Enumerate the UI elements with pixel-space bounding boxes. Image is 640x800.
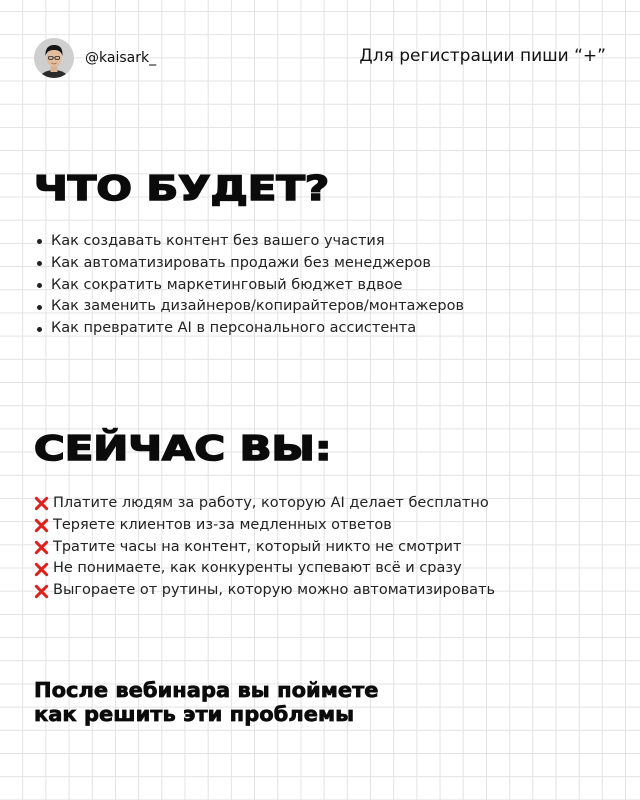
list-item <box>36 296 464 318</box>
closing-line-2: как решить эти проблемы <box>34 702 355 726</box>
closing-line-1: После вебинара вы поймете <box>34 678 379 702</box>
list-item-text: Как сократить маркетинговый бюджет вдвое <box>51 276 403 293</box>
bullet-icon <box>37 283 42 288</box>
list-item-text: Как автоматизировать продажи без менеджеров <box>51 254 431 271</box>
cross-mark-icon <box>34 562 49 577</box>
bullet-icon <box>37 327 42 332</box>
list-item-text: Теряете клиентов из-за медленных ответов <box>53 516 392 533</box>
list-item <box>34 515 495 537</box>
bullet-icon <box>37 239 42 244</box>
list-item-text: Выгораете от рутины, которую можно автоматизировать <box>53 582 496 599</box>
list-item-text: Как создавать контент без вашего участия <box>51 233 385 249</box>
list-item-text: Как превратите AI в персонального ассистента <box>51 320 417 337</box>
list-item <box>34 493 495 515</box>
avatar[interactable] <box>34 38 74 78</box>
list-item-text: Тратите часы на контент, который никто не смотрит <box>53 538 462 555</box>
cross-mark-icon <box>34 540 49 555</box>
registration-note: Для регистрации пиши “+” <box>359 46 606 66</box>
account-handle[interactable]: @kaisark_ <box>85 50 157 66</box>
list-item <box>36 318 464 340</box>
cross-mark-icon <box>34 518 49 533</box>
list-item <box>34 580 495 602</box>
benefits-list <box>36 231 464 340</box>
list-item-text: Не понимаете, как конкуренты успевают всё и сразу <box>53 560 462 577</box>
bullet-icon <box>37 261 42 266</box>
list-item-text: Платите людям за работу, которую AI делает бесплатно <box>53 495 489 511</box>
list-item <box>34 537 495 559</box>
section-title-what-will-be: ЧТО БУДЕТ? <box>34 169 330 209</box>
list-item <box>36 253 464 275</box>
closing-statement <box>34 678 379 726</box>
list-item-text: Как заменить дизайнеров/копирайтеров/монтажеров <box>51 298 465 315</box>
list-item <box>36 275 464 297</box>
list-item <box>34 558 495 580</box>
cross-mark-icon <box>34 584 49 599</box>
problems-list <box>34 493 495 602</box>
profile-photo <box>34 38 74 78</box>
bullet-icon <box>37 305 42 310</box>
list-item <box>36 231 464 253</box>
section-title-now-you: СЕЙЧАС ВЫ: <box>34 429 332 469</box>
cross-mark-icon <box>34 496 49 511</box>
